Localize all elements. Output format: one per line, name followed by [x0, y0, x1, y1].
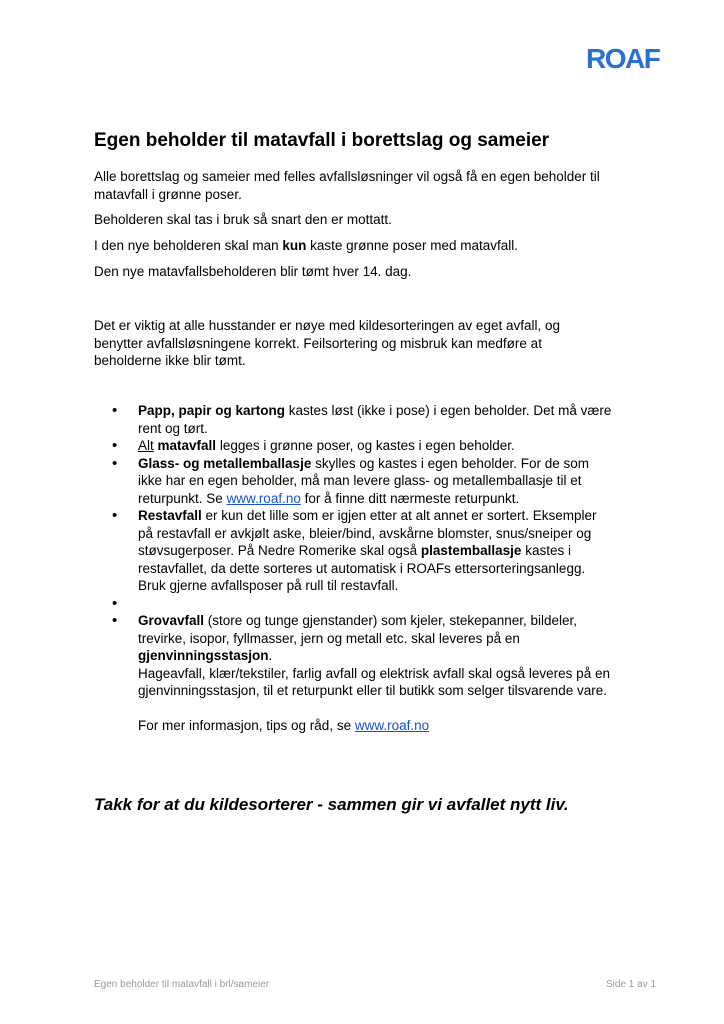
- roaf-logo: ROAF: [586, 43, 660, 74]
- grov-extra: Hageavfall, klær/tekstiler, farlig avfall og elektrisk avfall skal også leveres på en gjenvinningsstasjon, til et returpunkt eller til butikk som selger tilsvarende vare.: [138, 665, 610, 698]
- footer-left: Egen beholder til matavfall i brl/sameier: [94, 979, 270, 990]
- kun-before: I den nye beholderen skal man: [94, 238, 283, 253]
- grov-bold2: gjenvinningsstasjon: [138, 648, 269, 663]
- rest-bold2: plastemballasje: [420, 543, 522, 558]
- papp-bold: Papp, papir og kartong: [138, 403, 286, 418]
- kun-paragraph: [94, 237, 614, 255]
- kun-after: kaste grønne poser med matavfall.: [306, 238, 518, 253]
- glass-text: skylles og kastes i egen beholder. For de som ikke har en egen beholder, må man levere glass- og metallemballasje til et returpunkt. Se: [138, 455, 589, 506]
- list-item-papp: [94, 402, 614, 437]
- grov-info: For mer informasjon, tips og råd, se: [138, 718, 355, 733]
- emptying-paragraph: Den nye matavfallsbeholderen blir tømt hver 14. dag.: [94, 264, 412, 279]
- glass-link[interactable]: www.roaf.no: [226, 490, 301, 506]
- list-item-rest: [94, 507, 614, 595]
- footer-page-number: Side 1 av 1: [606, 979, 657, 990]
- intro-paragraph-1: Alle borettslag og sameier med felles avfallsløsninger vil også få en egen beholder til matavfall i grønne poser.: [94, 169, 600, 202]
- rest-after: kastes i restavfallet, da dette sorteres ut automatisk i ROAFs ettersorteringsanlegg. Bruk gjerne avfallsposer på rull til restavfall.: [138, 543, 586, 593]
- sorting-note: Det er viktig at alle husstander er nøye med kildesorteringen av eget avfall, og benytter avfallsløsningene korrekt. Feilsortering og misbruk kan medføre at beholderne ikke blir tømt.: [94, 318, 560, 368]
- papp-text: kastes løst (ikke i pose) i egen beholder. Det må være rent og tørt.: [138, 403, 612, 436]
- mat-bold: matavfall: [157, 438, 217, 453]
- list-spacer: [94, 595, 614, 613]
- closing-statement: Takk for at du kildesorterer - sammen gir vi avfallet nytt liv.: [94, 795, 569, 814]
- kun-bold: kun: [282, 238, 307, 253]
- grov-info-link[interactable]: www.roaf.no: [354, 718, 430, 733]
- grov-text: (store og tunge gjenstander) som kjeler, stekepanner, bildeler, trevirke, isopor, fyllmasser, jern og metall etc. skal leveres på en: [138, 613, 578, 646]
- grov-after: .: [268, 648, 273, 663]
- glass-after: for å finne ditt nærmeste returpunkt.: [300, 490, 520, 506]
- intro-paragraph-2: Beholderen skal tas i bruk så snart den er mottatt.: [94, 212, 392, 227]
- grov-bold: Grovavfall: [138, 613, 205, 628]
- rest-text: er kun det lille som er igjen etter at alt annet er sortert. Eksempler på restavfall er avkjølt aske, bleier/bind, avskårne blomster, snus/sneiper og støvsugerposer. På Nedre Romerike skal også: [138, 508, 597, 558]
- rest-bold: Restavfall: [138, 508, 202, 523]
- mat-text: legges i grønne poser, og kastes i egen beholder.: [216, 438, 515, 453]
- sorting-list: [94, 402, 614, 735]
- glass-bold: Glass- og metallemballasje: [138, 455, 312, 471]
- list-item-glass: [94, 455, 614, 508]
- page-title: Egen beholder til matavfall i borettslag og sameier: [94, 130, 550, 151]
- mat-underlined: Alt: [138, 438, 154, 453]
- list-item-grov: [94, 612, 614, 735]
- list-item-mat: [94, 437, 614, 455]
